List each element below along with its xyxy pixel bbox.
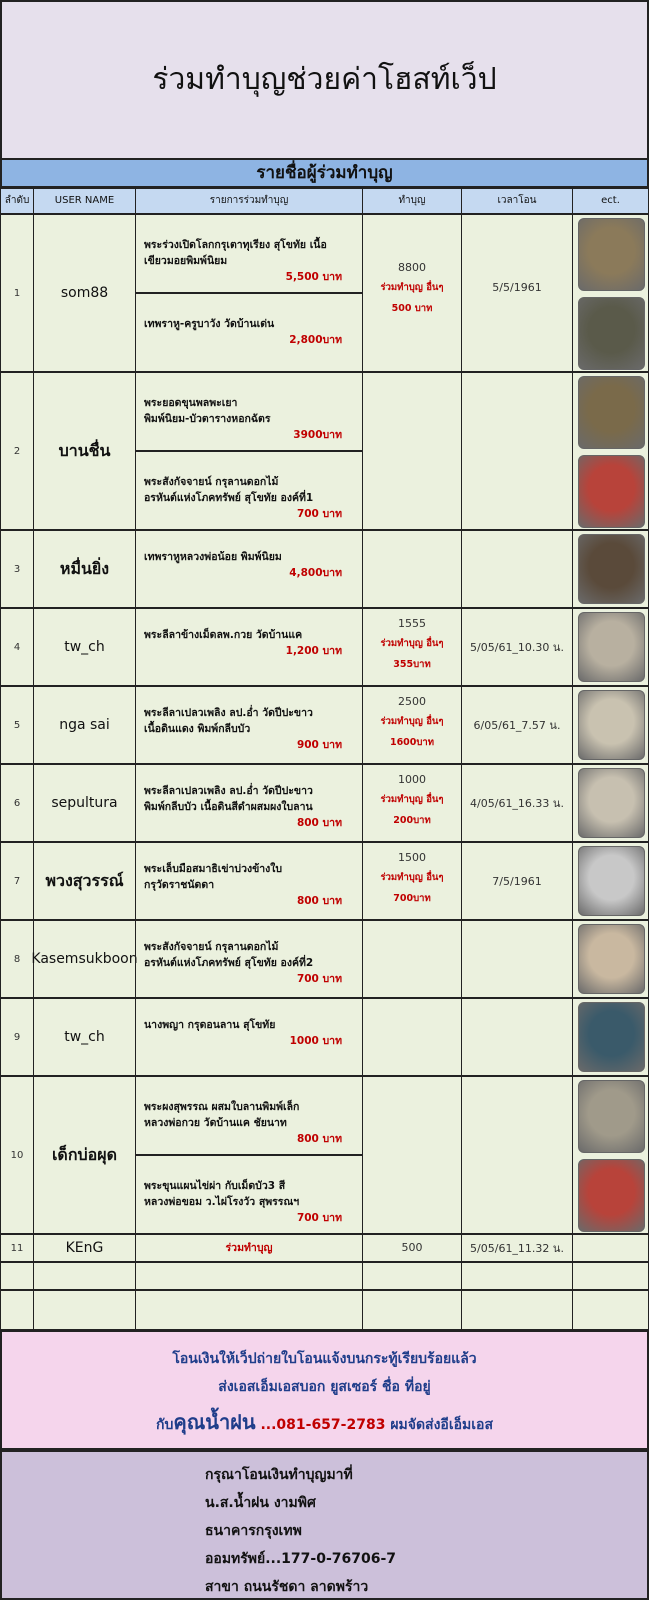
item-price: 3900บาท bbox=[293, 429, 342, 441]
donation-item bbox=[135, 451, 363, 530]
bank-line-5: สาขา ถนนรัชดา ลาดพร้าว bbox=[205, 1579, 369, 1595]
transfer-time bbox=[461, 920, 573, 998]
item-price: 800 บาท bbox=[296, 895, 342, 907]
transfer-time bbox=[461, 998, 573, 1076]
item-description: เทพราหูหลวงพ่อน้อย พิมพ์นิยม bbox=[144, 551, 282, 563]
item-description: พระสังกัจจายน์ กรุลานดอกไม้ bbox=[144, 476, 279, 488]
donation-item bbox=[135, 998, 363, 1076]
empty-cell bbox=[0, 1290, 34, 1330]
amount-note: ร่วมทำบุญ อื่นๆ bbox=[380, 638, 444, 649]
item-price: 700 บาท bbox=[296, 973, 342, 985]
amulet-photo bbox=[578, 1159, 645, 1232]
item-description: พระลีลาเปลวเพลิง ลป.อ่ำ วัดปีปะขาว bbox=[144, 785, 313, 797]
empty-cell bbox=[0, 1262, 34, 1290]
donation-amount bbox=[362, 608, 462, 686]
donation-item bbox=[135, 293, 363, 372]
row-number: 10 bbox=[0, 1076, 34, 1234]
amulet-photo bbox=[578, 455, 645, 528]
amount-value: 8800 bbox=[398, 261, 426, 274]
item-description: เขียวมอยพิมพ์นิยม bbox=[144, 255, 228, 267]
amulet-photo bbox=[578, 924, 645, 994]
amount-extra: 200บาท bbox=[393, 815, 431, 826]
item-price: 5,500 บาท bbox=[285, 271, 342, 283]
row-number: 5 bbox=[0, 686, 34, 764]
amount-note: ร่วมทำบุญ อื่นๆ bbox=[380, 716, 444, 727]
amulet-photo bbox=[578, 534, 645, 604]
donation-amount bbox=[362, 764, 462, 842]
row-number: 11 bbox=[0, 1234, 34, 1262]
user-name: tw_ch bbox=[33, 998, 136, 1076]
donation-item bbox=[135, 842, 363, 920]
amount-value: 2500 bbox=[398, 695, 426, 708]
transfer-line-1: โอนเงินให้เว็ปถ่ายใบโอนแจ้งบนกระทู้เรียบร้อยแล้ว bbox=[172, 1351, 477, 1367]
amount-extra: 700บาท bbox=[393, 893, 431, 904]
subtitle-banner: รายชื่อผู้ร่วมทำบุญ bbox=[0, 158, 649, 188]
amulet-photo bbox=[578, 297, 645, 370]
transfer-time: 5/05/61_10.30 น. bbox=[461, 608, 573, 686]
donation-item bbox=[135, 530, 363, 608]
empty-cell bbox=[33, 1290, 136, 1330]
transfer-line-2: ส่งเอสเอ็มเอสบอก ยูสเซอร์ ชื่อ ที่อยู่ bbox=[218, 1379, 431, 1395]
empty-cell bbox=[362, 1262, 462, 1290]
item-description: นางพญา กรุดอนลาน สุโขทัย bbox=[144, 1019, 276, 1031]
transfer-time: 5/05/61_11.32 น. bbox=[461, 1234, 573, 1262]
item-description: พระลีลาข้างเม็ดลพ.กวย วัดบ้านแค bbox=[144, 629, 303, 641]
amount-extra: 1600บาท bbox=[389, 737, 435, 748]
user-name: บานชื่น bbox=[33, 372, 136, 530]
item-price: 700 บาท bbox=[296, 1212, 342, 1224]
user-name: เด็กบ่อผุด bbox=[33, 1076, 136, 1234]
empty-cell bbox=[362, 1290, 462, 1330]
amulet-photo bbox=[578, 846, 645, 916]
amulet-photo bbox=[578, 612, 645, 682]
item-price: 800 บาท bbox=[296, 817, 342, 829]
page-title: ร่วมทำบุญช่วยค่าโฮสท์เว็ป bbox=[152, 62, 497, 97]
item-description: พิมพ์กลีบบัว เนื้อดินสีดำผสมผงใบลาน bbox=[144, 801, 313, 813]
amount-extra: 500 บาท bbox=[391, 303, 433, 314]
transfer-time bbox=[461, 530, 573, 608]
transfer-time: 7/5/1961 bbox=[461, 842, 573, 920]
amulet-photo bbox=[578, 1080, 645, 1153]
header-amount: ทำบุญ bbox=[362, 188, 462, 214]
user-name: KEnG bbox=[33, 1234, 136, 1262]
donation-item bbox=[135, 1155, 363, 1234]
amount-note: ร่วมทำบุญ อื่นๆ bbox=[380, 872, 444, 883]
row-number: 2 bbox=[0, 372, 34, 530]
empty-cell bbox=[461, 1290, 573, 1330]
donation-item bbox=[135, 1076, 363, 1155]
transfer-time bbox=[461, 372, 573, 530]
donation-item bbox=[135, 920, 363, 998]
header-no: ลำดับ bbox=[0, 188, 34, 214]
amulet-photo bbox=[578, 218, 645, 291]
item-price: 700 บาท bbox=[296, 508, 342, 520]
item-description: อรหันต์แห่งโภคทรัพย์ สุโขทัย องค์ที่1 bbox=[144, 492, 314, 504]
user-name: หมื่นยิ่ง bbox=[33, 530, 136, 608]
item-description: กรุวัดราชนัดดา bbox=[144, 879, 215, 891]
bank-details bbox=[0, 1450, 649, 1600]
user-name: som88 bbox=[33, 214, 136, 372]
item-description: อรหันต์แห่งโภคทรัพย์ สุโขทัย องค์ที่2 bbox=[144, 957, 314, 969]
transfer-note bbox=[0, 1330, 649, 1450]
donation-item bbox=[135, 608, 363, 686]
item-price: 4,800บาท bbox=[289, 567, 342, 579]
item-description: เนื้อดินแดง พิมพ์กลีบบัว bbox=[144, 723, 251, 735]
empty-cell bbox=[572, 1262, 649, 1290]
row-number: 9 bbox=[0, 998, 34, 1076]
row-number: 7 bbox=[0, 842, 34, 920]
item-description: เทพราหู-ครูบาวัง วัดบ้านเด่น bbox=[144, 318, 275, 330]
user-name: พวงสุวรรณ์ bbox=[33, 842, 136, 920]
donation-item bbox=[135, 764, 363, 842]
row-number: 4 bbox=[0, 608, 34, 686]
donation-item bbox=[135, 686, 363, 764]
row-number: 1 bbox=[0, 214, 34, 372]
amount-value: 1500 bbox=[398, 851, 426, 864]
empty-cell bbox=[572, 1290, 649, 1330]
amount-note: ร่วมทำบุญ อื่นๆ bbox=[380, 282, 444, 293]
donation-amount bbox=[362, 214, 462, 372]
donation-amount bbox=[362, 1076, 462, 1234]
item-description: พระร่วงเปิดโลกกรุเตาทุเรียง สุโขทัย เนื้อ bbox=[144, 239, 327, 251]
donation-item bbox=[135, 214, 363, 293]
donor-table bbox=[0, 214, 649, 1330]
user-name: sepultura bbox=[33, 764, 136, 842]
empty-cell bbox=[135, 1262, 363, 1290]
item-description: พระขุนแผนไข่ผ่า กับเม็ดบัว3 สี bbox=[144, 1180, 286, 1192]
donation-amount bbox=[362, 842, 462, 920]
item-price: 2,800บาท bbox=[289, 334, 342, 346]
donation-item bbox=[135, 372, 363, 451]
user-name: nga sai bbox=[33, 686, 136, 764]
header-ect: ect. bbox=[572, 188, 649, 214]
donation-amount bbox=[362, 920, 462, 998]
donation-amount bbox=[362, 1234, 462, 1262]
header-user: USER NAME bbox=[33, 188, 136, 214]
amulet-photo bbox=[578, 690, 645, 760]
item-price: 800 บาท bbox=[296, 1133, 342, 1145]
amulet-photo bbox=[578, 768, 645, 838]
amount-note: ร่วมทำบุญ อื่นๆ bbox=[380, 794, 444, 805]
transfer-time: 6/05/61_7.57 น. bbox=[461, 686, 573, 764]
contact-phone: ...081-657-2783 bbox=[255, 1417, 386, 1433]
empty-cell bbox=[33, 1262, 136, 1290]
user-name: tw_ch bbox=[33, 608, 136, 686]
transfer-time bbox=[461, 1076, 573, 1234]
item-description: พระผงสุพรรณ ผสมใบลานพิมพ์เล็ก bbox=[144, 1101, 300, 1113]
row-number: 3 bbox=[0, 530, 34, 608]
item-description: พระสังกัจจายน์ กรุลานดอกไม้ bbox=[144, 941, 279, 953]
transfer-time: 5/5/1961 bbox=[461, 214, 573, 372]
contact-name: คุณน้ำฝน bbox=[173, 1410, 256, 1434]
empty-cell bbox=[135, 1290, 363, 1330]
bank-line-4: ออมทรัพย์...177-0-76706-7 bbox=[205, 1551, 397, 1567]
contact-prefix: กับ bbox=[155, 1417, 174, 1433]
item-price: 1000 บาท bbox=[289, 1035, 342, 1047]
header-time: เวลาโอน bbox=[461, 188, 573, 214]
contact-suffix: ผมจัดส่งอีเอ็มเอส bbox=[385, 1417, 494, 1433]
user-name: Kasemsukboon bbox=[33, 920, 136, 998]
photo-cell bbox=[572, 1234, 649, 1262]
item-price: 1,200 บาท bbox=[285, 645, 342, 657]
donation-item bbox=[135, 1234, 363, 1262]
donation-amount bbox=[362, 372, 462, 530]
item-description: พระยอดขุนพลพะเยา bbox=[144, 397, 238, 409]
bank-line-2: น.ส.น้ำฝน งามพิศ bbox=[205, 1495, 316, 1511]
transfer-line-3 bbox=[2, 1406, 647, 1438]
row-number: 6 bbox=[0, 764, 34, 842]
amount-value: 500 bbox=[401, 1241, 423, 1254]
amulet-photo bbox=[578, 1002, 645, 1072]
empty-cell bbox=[461, 1262, 573, 1290]
amulet-photo bbox=[578, 376, 645, 449]
amount-value: 1000 bbox=[398, 773, 426, 786]
item-price: 900 บาท bbox=[296, 739, 342, 751]
item-description: พิมพ์นิยม-บัวตารางหอกฉัตร bbox=[144, 413, 271, 425]
table-header bbox=[0, 188, 649, 214]
row-number: 8 bbox=[0, 920, 34, 998]
bank-line-3: ธนาคารกรุงเทพ bbox=[205, 1523, 302, 1539]
donation-amount bbox=[362, 686, 462, 764]
item-description: หลวงพ่อกวย วัดบ้านแค ชัยนาท bbox=[144, 1117, 287, 1129]
header-items: รายการร่วมทำบุญ bbox=[135, 188, 363, 214]
item-description: หลวงพ่อขอม ว.ไผ่โรงวัว สุพรรณฯ bbox=[144, 1196, 300, 1208]
item-description: ร่วมทำบุญ bbox=[225, 1242, 273, 1254]
item-description: พระเล็บมือสมาธิเข่าบ่วงข้างใบ bbox=[144, 863, 283, 875]
amount-value: 1555 bbox=[398, 617, 426, 630]
bank-line-1: กรุณาโอนเงินทำบุญมาที่ bbox=[205, 1467, 353, 1483]
title-banner bbox=[0, 0, 649, 160]
donation-amount bbox=[362, 998, 462, 1076]
amount-extra: 355บาท bbox=[393, 659, 431, 670]
item-description: พระลีลาเปลวเพลิง ลป.อ่ำ วัดปีปะขาว bbox=[144, 707, 313, 719]
donation-amount bbox=[362, 530, 462, 608]
transfer-time: 4/05/61_16.33 น. bbox=[461, 764, 573, 842]
